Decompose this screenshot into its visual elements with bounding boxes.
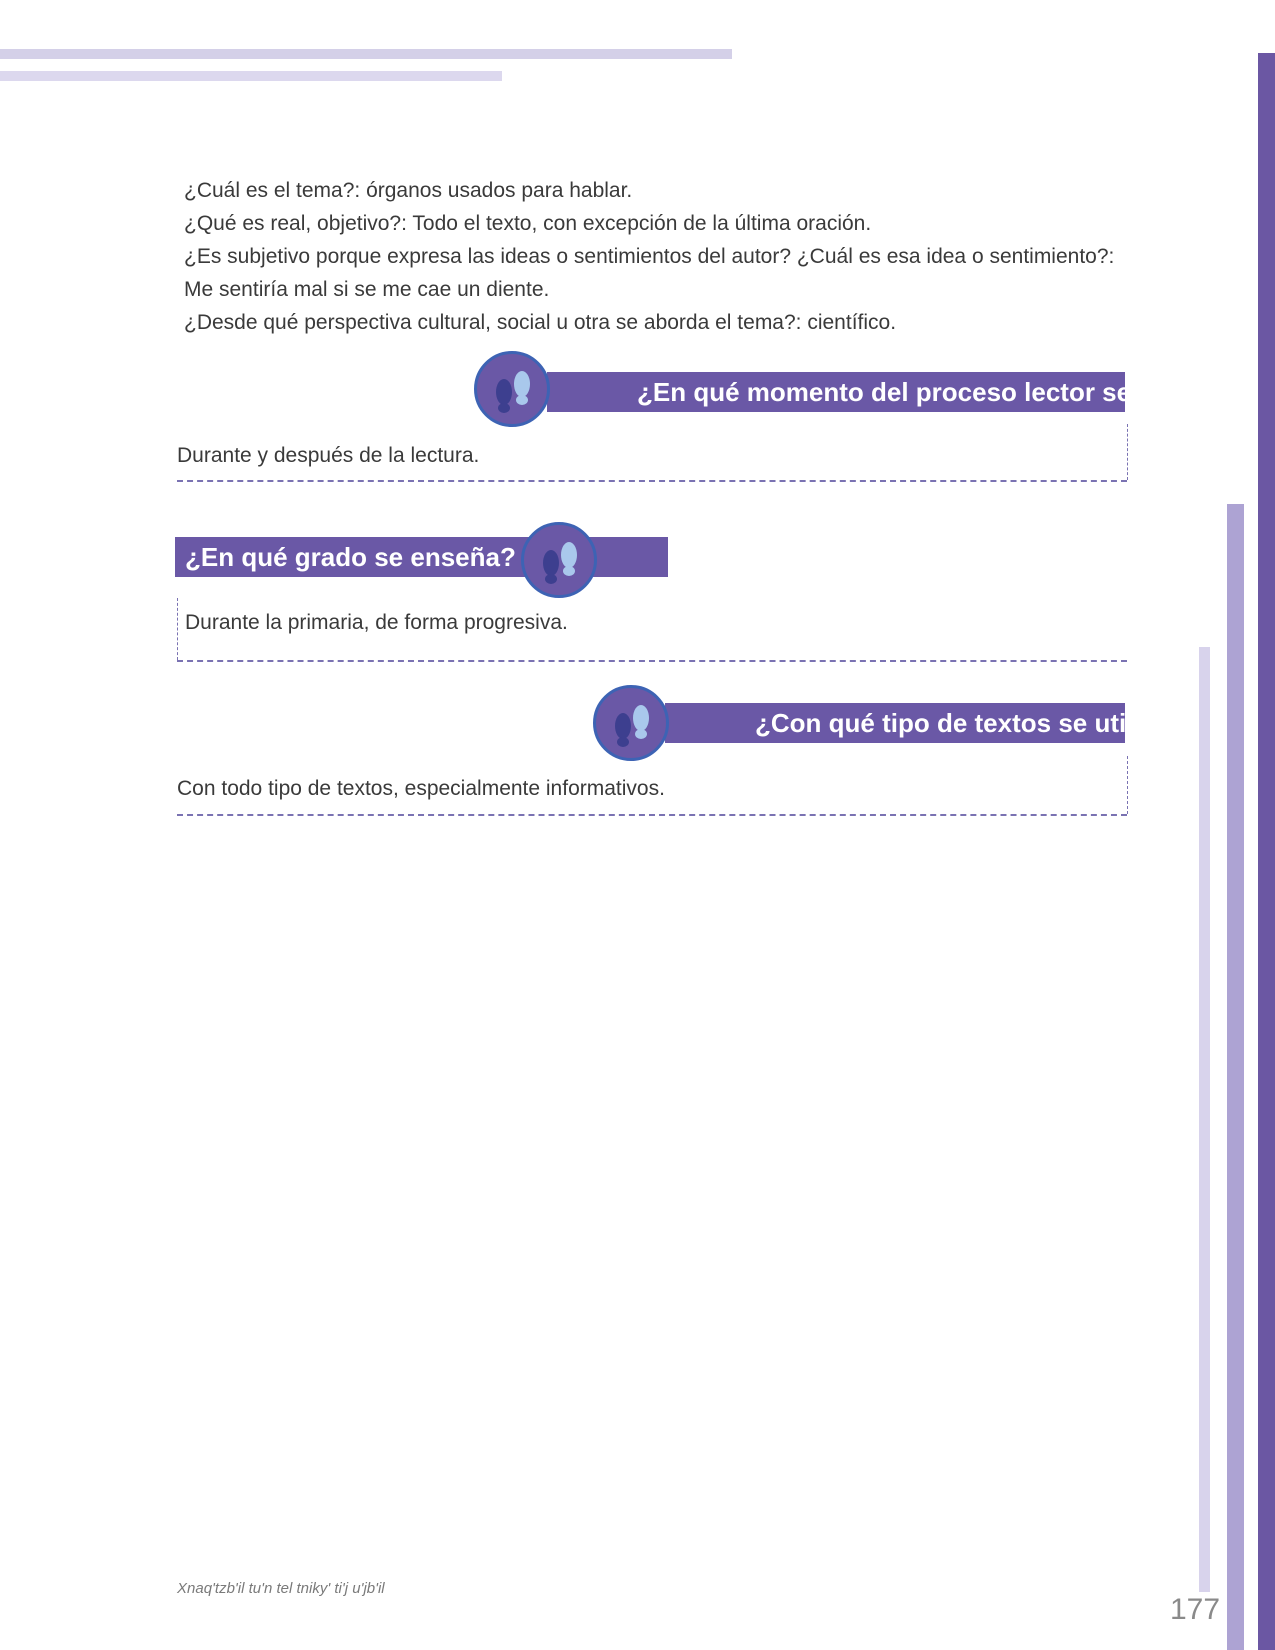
- section-answer: Con todo tipo de textos, especialmente informativos.: [177, 777, 665, 800]
- footprints-icon: [521, 522, 597, 598]
- intro-line: ¿Es subjetivo porque expresa las ideas o sentimientos del autor? ¿Cuál es esa idea o sentimiento?: Me sentiría mal si se me cae un diente.: [184, 245, 1115, 301]
- intro-line: ¿Desde qué perspectiva cultural, social u otra se aborda el tema?: científico.: [184, 311, 897, 334]
- section-heading-reading-moment: [547, 372, 1200, 412]
- dashed-divider: [177, 814, 1127, 816]
- dashed-divider-vertical: [1127, 756, 1128, 814]
- side-decor-bar-mid: [1227, 504, 1244, 1650]
- dashed-divider-vertical: [1127, 424, 1128, 480]
- intro-line: ¿Cuál es el tema?: órganos usados para hablar.: [184, 179, 633, 202]
- page-number: 177: [1170, 1593, 1221, 1626]
- dashed-divider-vertical: [177, 598, 178, 660]
- top-decor-bar: [0, 49, 732, 59]
- side-decor-bar-dark: [1258, 53, 1275, 1650]
- intro-text: [184, 174, 1129, 339]
- intro-line: ¿Qué es real, objetivo?: Todo el texto, con excepción de la última oración.: [184, 212, 872, 235]
- section-heading-text: ¿En qué momento del proceso lector se usa?: [637, 377, 1200, 407]
- section-heading-text: ¿En qué grado se enseña?: [185, 542, 516, 572]
- section-answer: Durante y después de la lectura.: [177, 444, 480, 467]
- side-decor-bar-light: [1199, 647, 1210, 1592]
- dashed-divider: [177, 480, 1127, 482]
- footprints-icon: [593, 685, 669, 761]
- footer-text: Xnaq'tzb'il tu'n tel tniky' ti'j u'jb'il: [177, 1580, 385, 1597]
- section-heading-text: ¿Con qué tipo de textos se utiliza?: [755, 708, 1185, 738]
- section-heading-text-types: [665, 703, 1185, 743]
- top-decor-bar-short: [0, 71, 502, 81]
- section-answer: Durante la primaria, de forma progresiva.: [185, 611, 568, 634]
- footprints-icon: [474, 351, 550, 427]
- dashed-divider: [177, 660, 1127, 662]
